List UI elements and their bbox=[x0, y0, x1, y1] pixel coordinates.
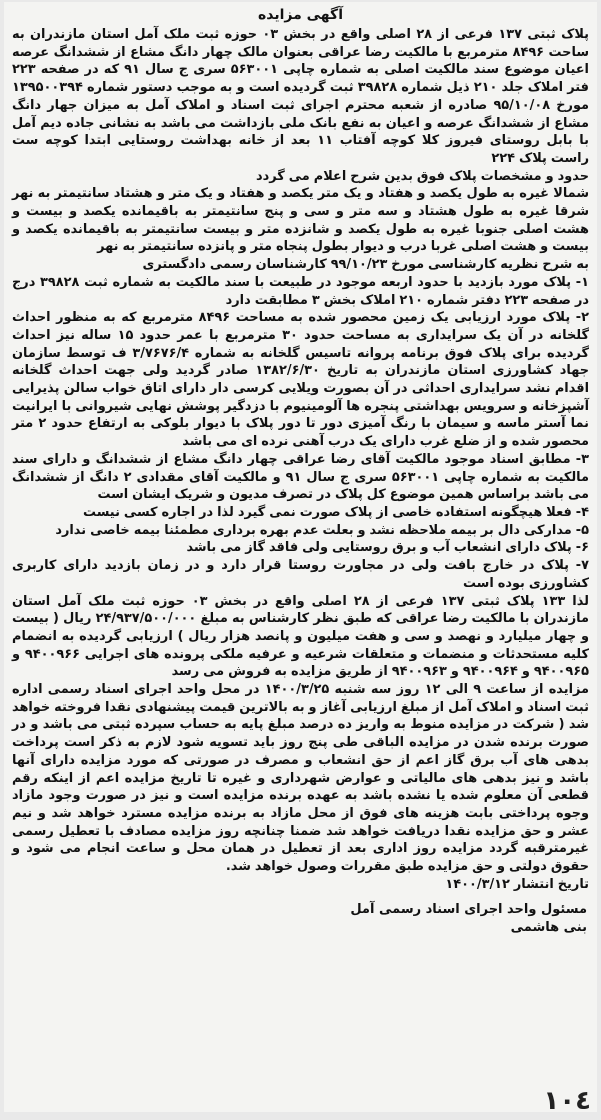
page-corner-number: ١٠٤ bbox=[543, 1086, 591, 1116]
notice-paragraph: حدود و مشخصات پلاک فوق بدین شرح اعلام می گردد bbox=[256, 168, 589, 184]
signature-block bbox=[12, 901, 589, 937]
notice-paragraph: ۳- مطابق اسناد موجود مالکیت آقای رضا عراقی چهار دانگ مشاع از ششدانگ و دارای سند مالکیت به شماره چاپی ۵۶۳۰۰۱ سری ج سال ۹۱ و مالکیت آقای مقدادی ۲ دانگ از ششدانگ می باشد براساس همین موضوع کل پلاک در تصرف مدیون و شریک ایشان است bbox=[12, 451, 589, 503]
signature-title: مسئول واحد اجرای اسناد رسمی آمل bbox=[350, 902, 587, 918]
notice-paragraph: پلاک ثبتی ۱۳۷ فرعی از ۲۸ اصلی واقع در بخش ۰۳ حوزه ثبت ملک آمل استان مازندران به ساحت ۸۴۹۶ مترمربع با مالکیت رضا عراقی بعنوان مالک چهار دانگ مشاع از ششدانگ عرصه اعیان موضوع سند مالکیت اصلی به شماره چاپی ۵۶۳۰۰۱ سری ج سال ۹۱ که در صفحه ۲۲۳ فتر املاک جلد ۲۱۰ ذیل شماره ۳۹۸۲۸ ثبت گردیده است و به موجب دستور شماره ۱۳۹۵۰۰۳۹۴ مورخ ۹۵/۱۰/۰۸ صادره از شعبه محترم اجرای ثبت اسناد و املاک آمل به میزان جهار دانگ مشاع از ششدانگ عرصه و اعیان به نفع بانک ملی بازداشت می باشد به نشانی جاده دیم آمل با بابل روستای فیروز کلا کوچه آفتاب ۱۱ بعد از خانه بهداشت روستایی ابتدا کوچه ست راست پلاک ۲۲۴ bbox=[12, 27, 590, 166]
notice-paragraph: به شرح نظریه کارشناسی مورخ ۹۹/۱۰/۲۳ کارشناسان رسمی دادگستری bbox=[142, 257, 589, 273]
notice-body bbox=[12, 26, 589, 893]
notice-paragraph: ۱- پلاک مورد بازدید با حدود اربعه موجود در طبیعت با سند مالکیت به شماره ثبت ۳۹۸۲۸ درج در صفحه ۲۲۳ دفتر شماره ۲۱۰ املاک بخش ۳ مطابقت دارد bbox=[12, 274, 589, 308]
signature-name: بنی هاشمی bbox=[510, 920, 587, 936]
notice-paragraph: ۴- فعلا هیچگونه استفاده خاصی از پلاک صورت نمی گیرد لذا در اجاره کسی نیست bbox=[83, 504, 589, 520]
notice-paragraph: مزایده از ساعت ۹ الی ۱۲ روز سه شنبه ۱۴۰۰/۳/۲۵ در محل واحد اجرای اسناد رسمی اداره ثبت اسناد و املاک آمل از مبلغ ارزیابی آغاز و به بالاترین قیمت پیشنهادی نقدا فروخته خواهد شد ( شرکت در مزایده منوط به واریز ده درصد مبلغ پایه به حساب سپرده ثبتی می باشد و در صورت برنده شدن در مزایده الباقی طی پنج روز باید تسویه شود لازم به ذکر است پرداخت بدهی های آب برق گاز اعم از حق انشعاب و مصرف در صورتی که مورد مزایده دارای آنها باشد و نیز بدهی های مالیاتی و عوارض شهرداری و غیره تا تاریخ مزایده اعم از اینکه رقم قطعی آن معلوم شده یا نشده باشد به عهده برنده مزایده است و نیز در صورت وجود مازاد وجوه پرداختی بابت هزینه های فوق از محل مازاد به برنده مزایده مسترد خواهد شد و نیم عشر و حق مزایده نقدا دریافت خواهد شد ضمنا چنانچه روز مزایده مصادف با تعطیل رسمی غیرمترقبه گردد مزایده روز اداری بعد از تعطیل در همان محل و ساعت انجام می شود و حقوق دولتی و حق مزایده طبق مقررات وصول خواهد شد. bbox=[12, 682, 590, 875]
notice-paragraph: شمالا غیره به طول یکصد و هفتاد و یک متر یکصد و هفتاد و یک متر و هشتاد سانتیمتر به نهر شرقا غیره به طول هشتاد و سه متر و سی و پنج سانتیمتر به باقیمانده یکصد و بیست و هشت اصلی جنوبا غیره به طول یکصد و شانزده متر و بیست سانتیمتر به باقیمانده یکصد و بیست و هشت اصلی غربا درب و دیوار بطول پنجاه متر و پانزده سانتیمتر به نهر bbox=[12, 186, 589, 255]
notice-paragraph: لذا ۱۳۳ پلاک ثبتی ۱۳۷ فرعی از ۲۸ اصلی واقع در بخش ۰۳ حوزه ثبت ملک آمل استان مازندران با مالکیت رضا عراقی که طبق نظر کارشناس به مبلغ ۲۴/۹۳۷/۵۰۰/۰۰۰ ریال ( بیست و چهار میلیارد و نهصد و سی و هفت میلیون و پانصد هزار ریال ) ارزیابی گردیده به انضمام کلیه مستحدثات و منضمات و متعلقات شرعیه و عرفیه ملکی پرونده های اجرایی ۹۴۰۰۹۶۶ و ۹۴۰۰۹۶۵ و ۹۴۰۰۹۶۴ و ۹۴۰۰۹۶۳ از طریق مزایده به فروش می رسد bbox=[12, 593, 589, 680]
publication-date: تاریخ انتشار ۱۴۰۰/۳/۱۲ bbox=[445, 876, 589, 892]
notice-paragraph: ۶- پلاک دارای انشعاب آب و برق روستایی ولی فاقد گاز می باشد bbox=[186, 540, 589, 556]
newspaper-clipping bbox=[4, 2, 597, 1112]
notice-title: آگهی مزایده bbox=[257, 7, 343, 23]
notice-paragraph: ۵- مدارکی دال بر بیمه ملاحظه نشد و بعلت عدم بهره برداری مطمئنا بیمه خاصی ندارد bbox=[55, 522, 589, 538]
notice-paragraph: ۲- پلاک مورد ارزیابی یک زمین محصور شده به مساحت ۸۴۹۶ مترمربع که به منظور احداث گلخانه در آن یک سرایداری به مساحت حدود ۳۰ مترمربع با عمر حدود ۱۵ ساله نیز احداث گردیده برای پلاک فوق برنامه پروانه تاسیس گلخانه به شماره ۳/۷۶۷۶/۴ ف توسط سازمان جهاد کشاورزی استان مازندران به تاریخ ۱۳۸۲/۶/۳۰ صادر گردید ولی جهت احداث گلخانه اقدام نشد سرایداری احداثی در آن بصورت ویلایی کرسی دار دارای اتاق خواب سالن پذیرایی آشپزخانه و سرویس بهداشتی پنجره ها آلومینیوم با دزدگیر پوشش نهایی شیروانی با ایرانیت نما آستر ماسه و سیمان با رنگ آمیزی دور تا دور پلاک با دیوار بلوکی به ارتفاع حدود ۲ متر محصور شده و از ضلع غرب دارای یک درب آهنی نرده ای می باشد bbox=[12, 310, 590, 450]
notice-paragraph: ۷- پلاک در خارج بافت ولی در مجاورت روستا قرار دارد و در زمان بازدید دارای کاربری کشاورزی بوده است bbox=[12, 558, 589, 591]
